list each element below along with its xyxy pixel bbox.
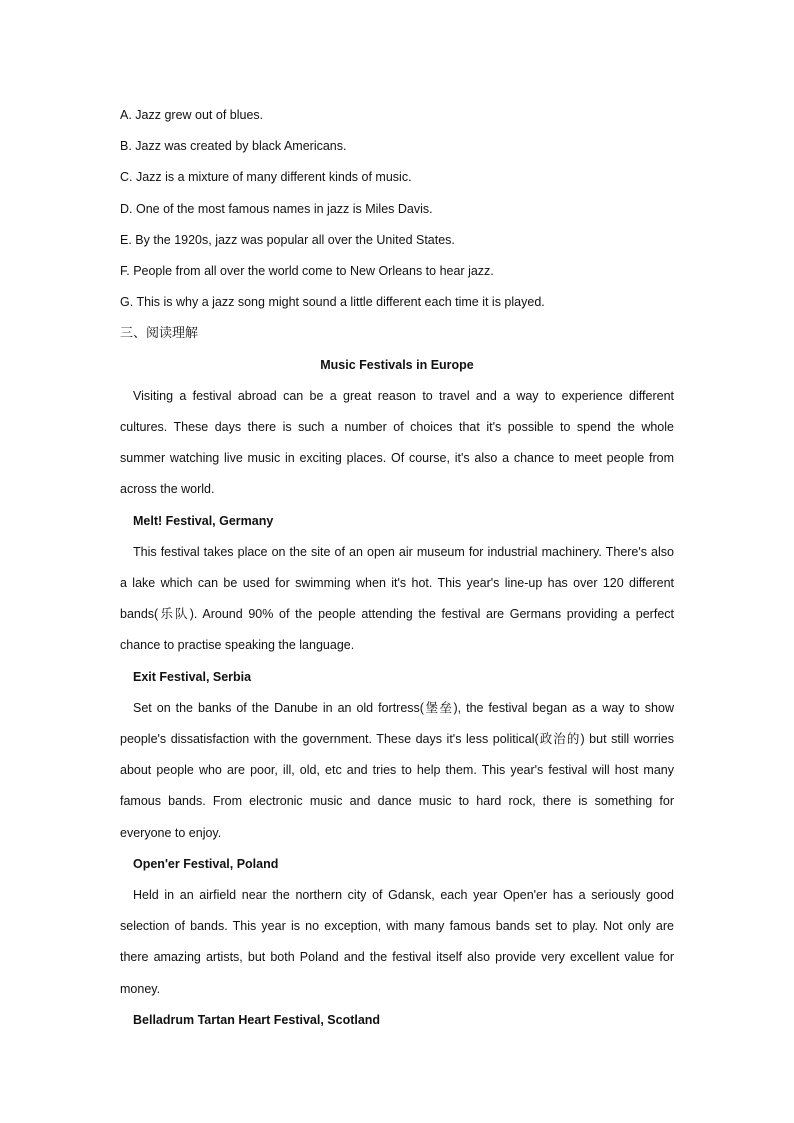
- option-d: D. One of the most famous names in jazz is Miles Davis.: [120, 201, 433, 216]
- section-heading: 三、阅读理解: [120, 326, 199, 342]
- festival-body-exit: Set on the banks of the Danube in an old fortress(堡垒), the festival began as a way to show people's dissatisfaction with the government. These days it's less political(政治的) but still worries about people who are poor, ill, old, etc and tries to help them. This year's festival will host many famous bands. From electronic music and dance music to hard rock, there is something for everyone to enjoy.: [120, 700, 674, 840]
- page-content: [120, 100, 674, 1036]
- article-intro: Visiting a festival abroad can be a great reason to travel and a way to experience different cultures. These days there is such a number of choices that it's possible to spend the whole summer watching live music in exciting places. Of course, it's also a chance to meet people from across the world.: [120, 388, 674, 497]
- option-f: F. People from all over the world come to New Orleans to hear jazz.: [120, 264, 494, 279]
- option-g: G. This is why a jazz song might sound a little different each time it is played.: [120, 295, 545, 310]
- article-title: Music Festivals in Europe: [320, 357, 474, 372]
- festival-heading-melt: Melt! Festival, Germany: [133, 513, 274, 528]
- festival-body-opener: Held in an airfield near the northern city of Gdansk, each year Open'er has a seriously good selection of bands. This year is no exception, with many famous bands set to play. Not only are there amazing artists, but both Poland and the festival itself also provide very excellent value for money.: [120, 888, 674, 996]
- option-a: A. Jazz grew out of blues.: [120, 108, 264, 122]
- festival-heading-opener: Open'er Festival, Poland: [133, 856, 279, 871]
- option-b: B. Jazz was created by black Americans.: [120, 139, 347, 154]
- festival-heading-belladrum: Belladrum Tartan Heart Festival, Scotland: [133, 1012, 381, 1027]
- festival-heading-exit: Exit Festival, Serbia: [133, 669, 252, 684]
- festival-body-melt: This festival takes place on the site of an open air museum for industrial machinery. There's also a lake which can be used for swimming when it's hot. This year's line-up has over 120 different bands(乐队). Around 90% of the people attending the festival are Germans providing a perfect chance to practise speaking the language.: [120, 544, 674, 653]
- option-e: E. By the 1920s, jazz was popular all over the United States.: [120, 232, 455, 247]
- option-c: C. Jazz is a mixture of many different kinds of music.: [120, 170, 412, 185]
